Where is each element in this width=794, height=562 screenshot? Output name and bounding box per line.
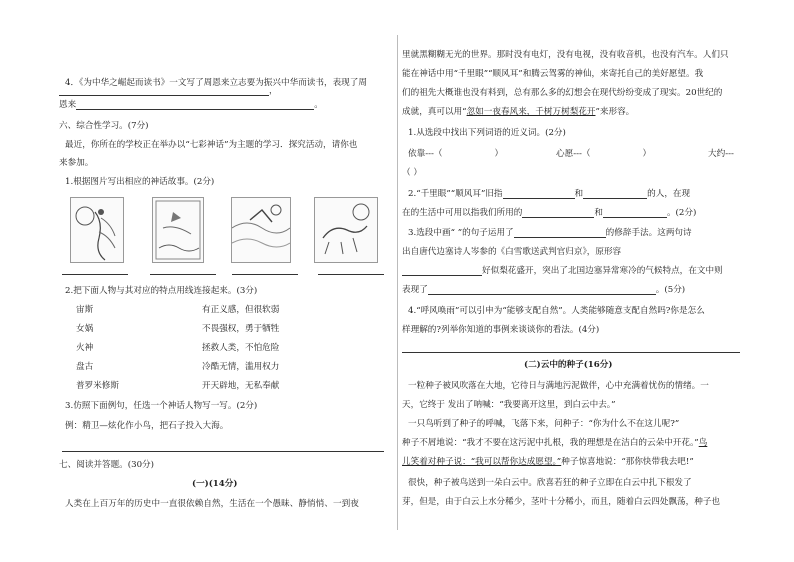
- match-right-5[interactable]: 开天辟地，无私奉献: [202, 381, 280, 391]
- passage-line-1: 里就黑糊糊无光的世界。那时没有电灯，没有电视，没有收音机，也没有汽车。人们只: [402, 50, 729, 60]
- r-q2-line2: 在的生活中可用以指我们所用的 和 。(2分): [402, 208, 697, 218]
- sec7-title: 七、阅读并答题。(30分): [59, 460, 154, 470]
- myth-picture-4: [314, 197, 378, 263]
- q1-prompt: 1.根据图片写出相应的神话故事。(2分): [65, 177, 215, 187]
- passage-line-3: 们的祖先大概谁也没有料到，总有那么多的幻想会在现代纷纷变成了现实。20世纪的: [402, 88, 723, 98]
- prometheus-illustration-icon: [315, 198, 377, 262]
- part1-para-line1: 人类在上百万年的历史中一直很依赖自然，生活在一个愚昧、静悄悄、一到夜: [65, 499, 359, 509]
- syn-3: 大约---: [708, 149, 734, 159]
- story-line-3: 一只鸟听到了种子的呼喊，飞落下来，问种子：“你为什么不在这儿呢?”: [408, 419, 680, 429]
- q4-line2: 恩来 。: [59, 100, 323, 110]
- q3-prompt: 3.仿照下面例句，任选一个神话人物写一写。(2分): [65, 401, 258, 411]
- story-line-5: 儿笑着对种子说：“我可以帮你达成愿望。”种子惊喜地说：“那你快带我去吧!”: [402, 457, 694, 467]
- story-line-2: 天，它终于 发出了呐喊：“我要离开这里，到白云中去。”: [402, 400, 616, 410]
- r-q2-line1: 2.“千里眼”“顺风耳”旧指 和 的人，在现: [408, 189, 691, 199]
- r-q3-line4: 表现了 。(5分): [402, 285, 686, 295]
- r-q4-line2: 样理解的?列举你知道的事例来谈谈你的看法。(4分): [402, 325, 600, 335]
- answer-blank[interactable]: [514, 228, 606, 238]
- story-line-4: 种子不屑地说：“我才不要在这污泥中扎根，我的理想是在洁白的云朵中开花。”鸟: [402, 438, 708, 448]
- myth-picture-1: [70, 197, 124, 263]
- q4-text: 4．《为中华之崛起而读书》一文写了周恩来立志要为振兴中华而读书，表现了周: [65, 78, 367, 88]
- syn-1: 依靠---（ ）: [408, 149, 504, 159]
- answer-blank[interactable]: [522, 208, 594, 218]
- answer-line-4[interactable]: [318, 274, 384, 275]
- passage-line-2: 能在神话中用“千里眼”“顺风耳”和腾云驾雾的神仙，来寄托自己的美好愿望。我: [402, 69, 704, 79]
- answer-blank[interactable]: [402, 266, 482, 276]
- match-right-3[interactable]: 拯救人类，不怕危险: [202, 343, 280, 353]
- r-q3-line2: 出自唐代边塞诗人岑参的《白雪歌送武判官归京》，原形容: [402, 247, 622, 257]
- part2-title: (二)云中的种子(16分): [524, 360, 613, 370]
- answer-blank[interactable]: [503, 189, 575, 199]
- sec6-intro-2: 来参加。: [59, 158, 94, 168]
- syn-2: 心愿---（ ）: [556, 149, 652, 159]
- sec6-intro-1: 最近，你所在的学校正在举办以“七彩神话”为主题的学习．探究活动，请你也: [65, 140, 358, 150]
- r-q3-line3: 好似梨花盛开，突出了北国边塞异常寒冷的气候特点，在文中则: [402, 266, 723, 276]
- r-q1-prompt: 1.从选段中找出下列词语的近义词。(2分): [408, 128, 566, 138]
- answer-blank[interactable]: [76, 100, 314, 110]
- match-left-1[interactable]: 宙斯: [76, 305, 94, 315]
- q2-prompt: 2.把下面人物与其对应的特点用线连接起来。(3分): [65, 286, 258, 296]
- part1-title: (一)(14分): [192, 479, 238, 489]
- q3-answer-line[interactable]: [62, 451, 384, 452]
- answer-line-2[interactable]: [150, 274, 216, 275]
- match-left-5[interactable]: 普罗米修斯: [76, 381, 119, 391]
- story-line-6: 很快，种子被鸟送到一朵白云中。欣喜若狂的种子立即在白云中扎下根发了: [408, 478, 692, 488]
- q3-example: 例：精卫—炫化作小鸟，把石子投入大海。: [65, 421, 229, 431]
- match-left-2[interactable]: 女娲: [76, 324, 94, 334]
- syn-3-paren[interactable]: （ ）: [402, 168, 422, 178]
- answer-line-1[interactable]: [62, 274, 128, 275]
- answer-blank[interactable]: [428, 285, 656, 295]
- story-line-1: 一粒种子被风吹落在大地，它待日与满地污泥做伴，心中充满着忧伤的情绪。一: [408, 381, 709, 391]
- top-fill-line: ，: [59, 86, 278, 96]
- chang-e-illustration-icon: [71, 198, 123, 262]
- sec6-title: 六、综合性学习。(7分): [59, 121, 149, 131]
- myth-picture-3: [231, 197, 291, 263]
- column-divider: [397, 35, 398, 530]
- jingwei-illustration-icon: [153, 198, 203, 262]
- passage-line-4: 成就，真可以用“忽如一夜春风来，千树万树梨花开”来形容。: [402, 107, 635, 117]
- r-q4-line1: 4.“呼风唤雨”可以引申为“能够支配自然”。人类能够随意支配自然吗?你是怎么: [408, 306, 705, 316]
- match-left-4[interactable]: 盘古: [76, 362, 94, 372]
- answer-line-3[interactable]: [232, 274, 298, 275]
- answer-blank[interactable]: [583, 189, 647, 199]
- houyi-illustration-icon: [232, 198, 290, 262]
- match-right-1[interactable]: 有正义感，但很软弱: [202, 305, 280, 315]
- match-right-2[interactable]: 不畏强权，勇于牺牲: [202, 324, 280, 334]
- r-q4-answer-line[interactable]: [402, 352, 740, 353]
- myth-picture-2: [152, 197, 204, 263]
- answer-blank[interactable]: [603, 208, 667, 218]
- match-left-3[interactable]: 火神: [76, 343, 94, 353]
- r-q3-line1: 3.选段中画“ ”的句子运用了 的修辞手法。这两句诗: [408, 228, 692, 238]
- story-line-7: 芽，但是，由于白云上水分稀少，茎叶十分稀小，而且，随着白云四处飘荡，种子也: [402, 497, 720, 507]
- match-right-4[interactable]: 冷酷无情，滥用权力: [202, 362, 280, 372]
